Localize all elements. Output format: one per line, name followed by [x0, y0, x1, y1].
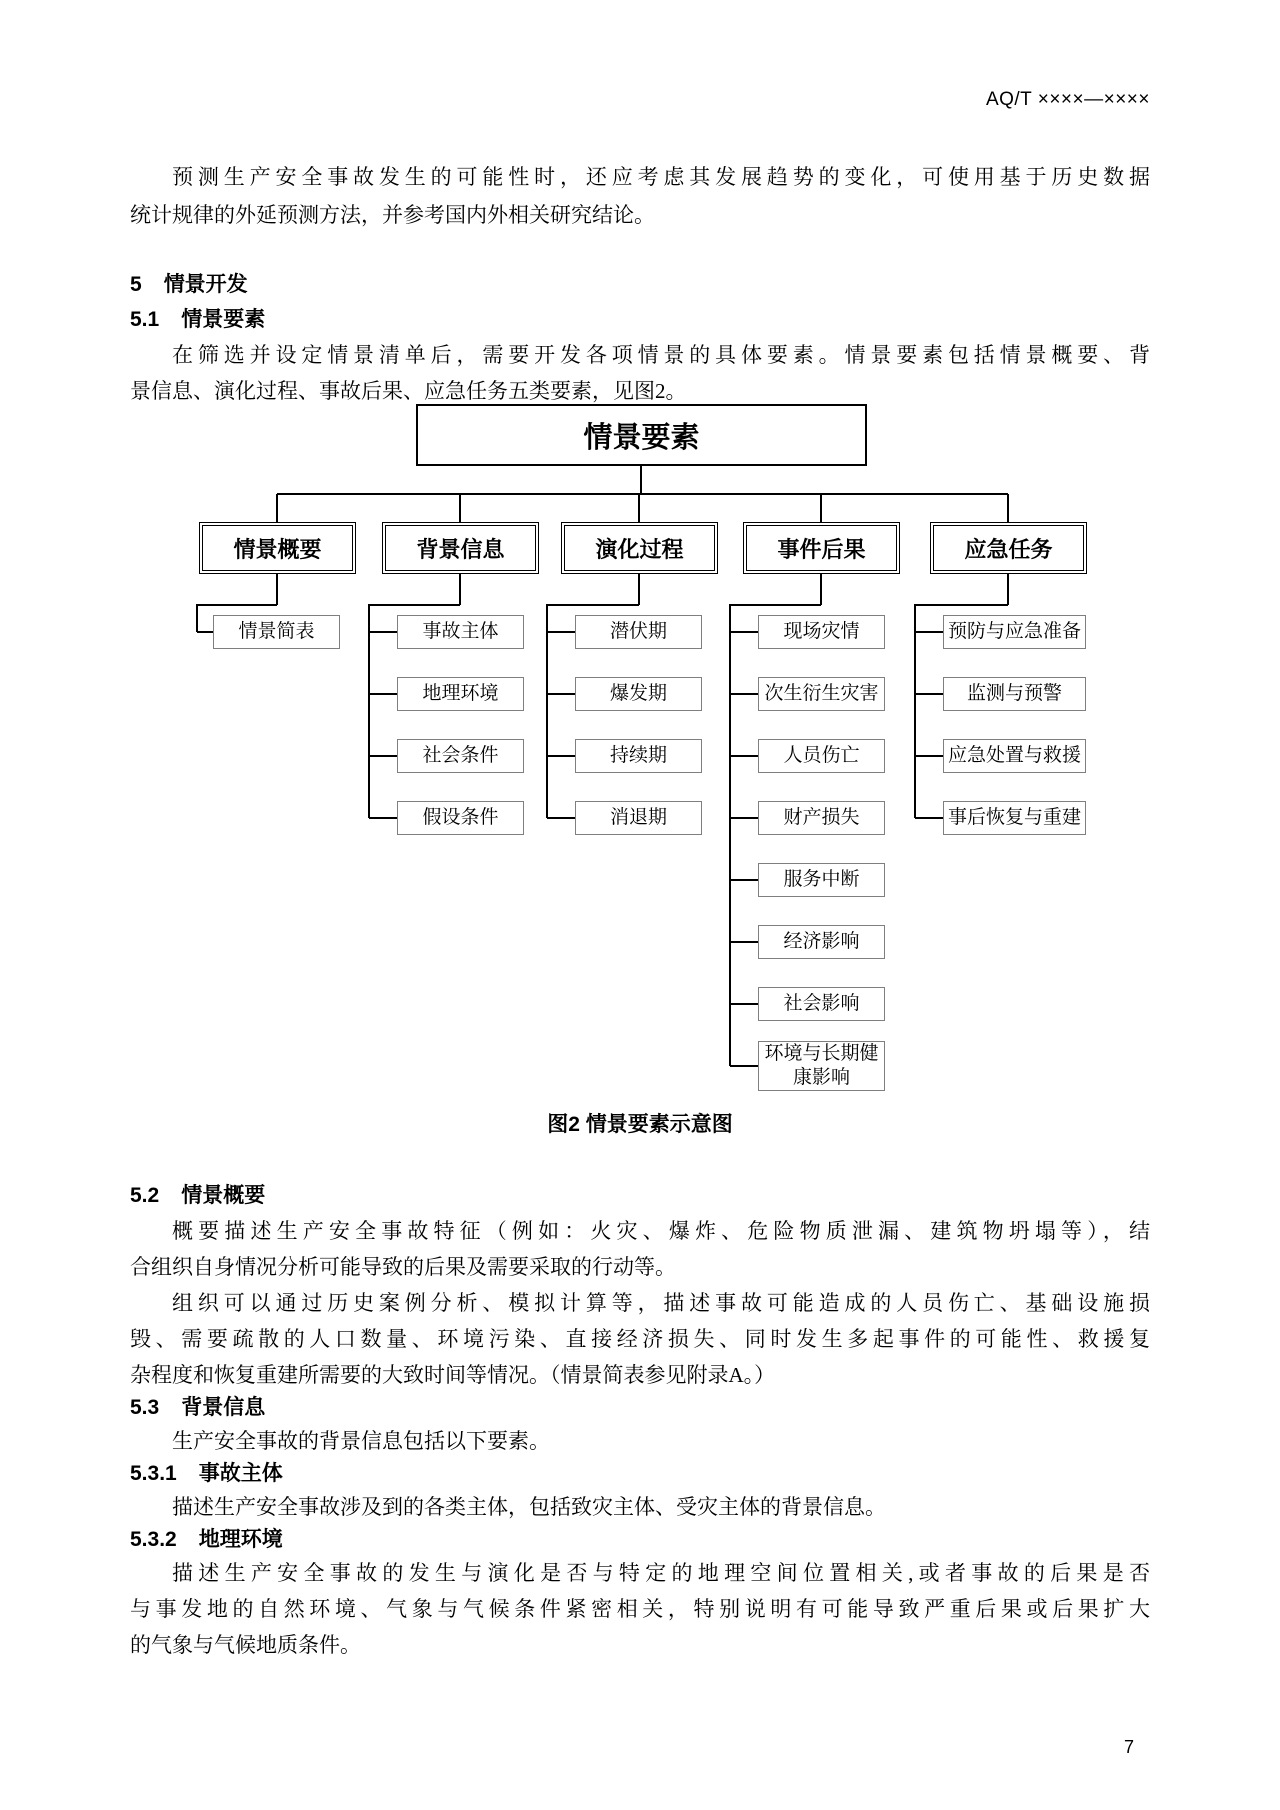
connector-line — [730, 631, 758, 633]
section-5-1-paragraph — [130, 337, 1150, 409]
figure-leaf-box: 经济影响 — [758, 925, 885, 959]
figure-leaf-box: 地理环境 — [397, 677, 524, 711]
figure-caption: 图2 情景要素示意图 — [547, 1113, 733, 1136]
connector-line — [276, 574, 278, 605]
figure-leaf-box: 潜伏期 — [575, 615, 702, 649]
connector-line — [730, 1065, 758, 1067]
section-number: 5 — [130, 273, 142, 296]
figure-leaf-box: 事后恢复与重建 — [943, 801, 1086, 835]
paragraph-line: 统计规律的外延预测方法，并参考国内外相关研究结论。 — [130, 203, 655, 227]
figure-leaf-box: 人员伤亡 — [758, 739, 885, 773]
connector-line — [546, 604, 548, 818]
paragraph-line: 与事发地的自然环境、气象与气候条件紧密相关，特别说明有可能导致严重后果或后果扩大 — [130, 1597, 1150, 1621]
section-5-3-paragraph — [130, 1423, 1150, 1459]
connector-line — [915, 693, 943, 695]
connector-line — [915, 755, 943, 757]
section-number: 5.3 — [130, 1396, 160, 1419]
connector-line — [196, 604, 198, 632]
connector-line — [369, 755, 397, 757]
doc-code-header: AQ/T ××××—×××× — [985, 89, 1150, 110]
figure-leaf-box: 财产损失 — [758, 801, 885, 835]
section-5-3-2-paragraph — [130, 1555, 1150, 1663]
paragraph-line: 描述生产安全事故涉及到的各类主体，包括致灾主体、受灾主体的背景信息。 — [172, 1495, 886, 1519]
connector-line — [730, 755, 758, 757]
paragraph-line: 景信息、演化过程、事故后果、应急任务五类要素，见图2。 — [130, 379, 687, 403]
connector-line — [369, 631, 397, 633]
paragraph-line: 的气象与气候地质条件。 — [130, 1633, 361, 1657]
paragraph-line: 描述生产安全事故的发生与演化是否与特定的地理空间位置相关,或者事故的后果是否 — [172, 1561, 1150, 1585]
connector-line — [547, 631, 575, 633]
connector-line — [197, 631, 213, 633]
figure-leaf-box: 预防与应急准备 — [943, 615, 1086, 649]
section-heading-5-3 — [130, 1395, 1150, 1421]
section-5-3-1-paragraph — [130, 1489, 1150, 1525]
figure-leaf-box: 事故主体 — [397, 615, 524, 649]
connector-line — [915, 817, 943, 819]
figure-category-box: 情景概要 — [199, 522, 356, 574]
connector-line — [1007, 574, 1009, 605]
figure-category-box: 背景信息 — [382, 522, 539, 574]
connector-line — [277, 493, 1008, 495]
connector-line — [730, 941, 758, 943]
figure-leaf-box: 爆发期 — [575, 677, 702, 711]
connector-line — [730, 604, 821, 606]
section-title: 情景开发 — [163, 273, 248, 296]
paragraph-line: 合组织自身情况分析可能导致的后果及需要采取的行动等。 — [130, 1255, 676, 1279]
section-heading-5-3-1 — [130, 1461, 1150, 1487]
figure-leaf-box: 服务中断 — [758, 863, 885, 897]
section-number: 5.3.1 — [130, 1462, 177, 1485]
section-number: 5.3.2 — [130, 1528, 177, 1551]
figure-category-box: 演化过程 — [561, 522, 718, 574]
connector-line — [369, 693, 397, 695]
page-content — [130, 0, 1150, 1663]
connector-line — [459, 494, 461, 522]
section-title: 事故主体 — [198, 1462, 283, 1485]
connector-line — [914, 604, 916, 818]
figure-leaf-box: 持续期 — [575, 739, 702, 773]
paragraph-line: 生产安全事故的背景信息包括以下要素。 — [172, 1429, 550, 1453]
connector-line — [368, 604, 370, 818]
section-title: 地理环境 — [198, 1528, 283, 1551]
paragraph-line: 概要描述生产安全事故特征（例如：火灾、爆炸、危险物质泄漏、建筑物坍塌等），结 — [172, 1219, 1150, 1243]
connector-line — [547, 604, 639, 606]
connector-line — [547, 693, 575, 695]
figure-leaf-box: 情景简表 — [213, 615, 340, 649]
figure-category-box: 事件后果 — [743, 522, 900, 574]
figure-leaf-box: 环境与长期健康影响 — [758, 1041, 885, 1091]
connector-line — [369, 817, 397, 819]
connector-line — [730, 693, 758, 695]
connector-line — [915, 631, 943, 633]
figure-category-box: 应急任务 — [930, 522, 1087, 574]
figure-leaf-box: 监测与预警 — [943, 677, 1086, 711]
figure-leaf-box: 假设条件 — [397, 801, 524, 835]
figure-leaf-box: 社会影响 — [758, 987, 885, 1021]
section-heading-5-2 — [130, 1183, 1150, 1209]
section-title: 情景概要 — [181, 1184, 266, 1207]
paragraph-line: 毁、需要疏散的人口数量、环境污染、直接经济损失、同时发生多起事件的可能性、救援复 — [130, 1327, 1150, 1351]
section-heading-5-3-2 — [130, 1527, 1150, 1553]
section-5-2-paragraph-2 — [130, 1285, 1150, 1393]
connector-line — [638, 574, 640, 605]
connector-line — [915, 604, 1008, 606]
section-number: 5.2 — [130, 1184, 160, 1207]
connector-line — [1007, 494, 1009, 522]
connector-line — [369, 604, 460, 606]
figure-leaf-box: 应急处置与救援 — [943, 739, 1086, 773]
figure-leaf-box: 现场灾情 — [758, 615, 885, 649]
figure-leaf-box: 社会条件 — [397, 739, 524, 773]
connector-line — [459, 574, 461, 605]
connector-line — [638, 494, 640, 522]
figure-leaf-box: 次生衍生灾害 — [758, 677, 885, 711]
paragraph-line: 组织可以通过历史案例分析、模拟计算等，描述事故可能造成的人员伤亡、基础设施损 — [172, 1291, 1150, 1315]
figure-root-box: 情景要素 — [416, 404, 867, 466]
connector-line — [730, 879, 758, 881]
section-heading-5-1 — [130, 307, 1150, 333]
connector-line — [729, 604, 731, 1066]
section-title: 背景信息 — [181, 1396, 266, 1419]
connector-line — [547, 755, 575, 757]
page-number: 7 — [1123, 1737, 1134, 1757]
connector-line — [547, 817, 575, 819]
section-title: 情景要素 — [181, 308, 266, 331]
section-heading-5 — [130, 272, 1150, 298]
connector-line — [820, 494, 822, 522]
connector-line — [730, 1003, 758, 1005]
figure-2-diagram — [130, 404, 1150, 1095]
connector-line — [730, 817, 758, 819]
section-number: 5.1 — [130, 308, 160, 331]
connector-line — [276, 494, 278, 522]
paragraph-line: 预测生产安全事故发生的可能性时，还应考虑其发展趋势的变化，可使用基于历史数据 — [172, 165, 1150, 189]
connector-line — [640, 466, 642, 494]
intro-paragraph — [130, 158, 1150, 234]
paragraph-line: 在筛选并设定情景清单后，需要开发各项情景的具体要素。情景要素包括情景概要、背 — [172, 343, 1150, 367]
connector-line — [820, 574, 822, 605]
paragraph-line: 杂程度和恢复重建所需要的大致时间等情况。（情景简表参见附录A。） — [130, 1363, 776, 1387]
section-5-2-paragraph-1 — [130, 1213, 1150, 1285]
connector-line — [197, 604, 277, 606]
figure-leaf-box: 消退期 — [575, 801, 702, 835]
